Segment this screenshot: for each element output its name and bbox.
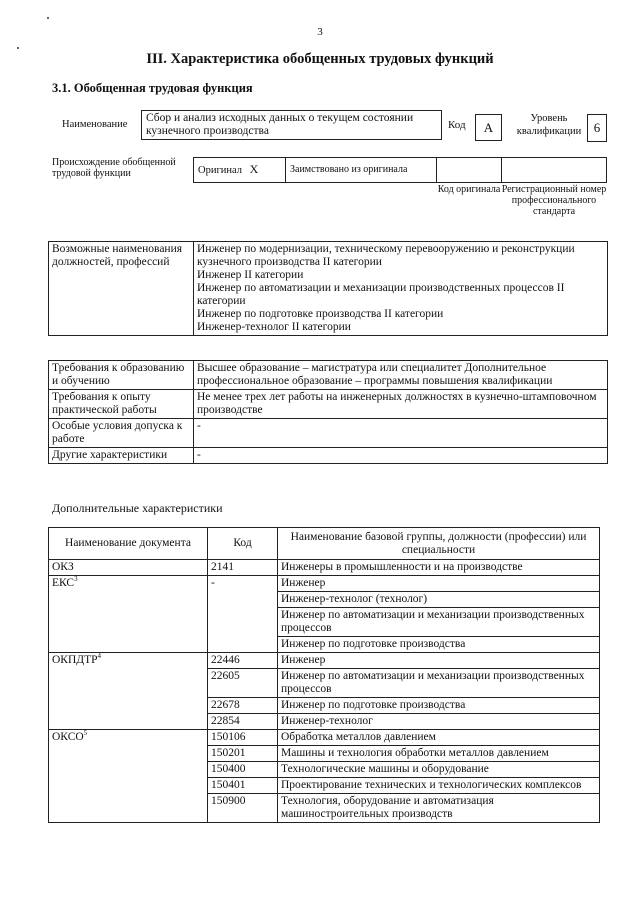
- function-name: Сбор и анализ исходных данных о текущем состоянии кузнечного производства: [141, 110, 442, 140]
- requirement-row: [49, 419, 608, 448]
- name-cell: Технология, оборудование и автоматизация машиностроительных производств: [278, 794, 600, 823]
- name-cell: Инженер по автоматизации и механизации производственных процессов: [278, 608, 600, 637]
- code-cell: 150900: [208, 794, 278, 823]
- positions-table: [48, 241, 608, 336]
- name-cell: Проектирование технических и технологических комплексов: [278, 778, 600, 794]
- position-item: Инженер по модернизации, техническому перевооружению и реконструкции кузнечного производства II категории: [197, 243, 575, 268]
- code-cell: 22605: [208, 669, 278, 698]
- original-code-cell: [436, 157, 502, 183]
- table-row: [49, 730, 600, 746]
- position-item: Инженер-технолог II категории: [197, 321, 351, 333]
- code-cell: 150201: [208, 746, 278, 762]
- requirement-row: [49, 448, 608, 464]
- requirement-value: Высшее образование – магистратура или специалитет Дополнительное профессиональное образование – программы повышения квалификации: [194, 361, 608, 390]
- requirement-row: [49, 390, 608, 419]
- code-cell: 22446: [208, 653, 278, 669]
- code-cell: 150106: [208, 730, 278, 746]
- additional-header-row: [49, 528, 600, 560]
- name-cell: Инженеры в промышленности и на производстве: [278, 560, 600, 576]
- borrowed-cell: Заимствовано из оригинала: [285, 157, 437, 183]
- position-item: Инженер по автоматизации и механизации производственных процессов II категории: [197, 282, 565, 307]
- position-item: Инженер II категории: [197, 269, 304, 281]
- requirement-label: Другие характеристики: [49, 448, 194, 464]
- requirement-label: Требования к образованию и обучению: [49, 361, 194, 390]
- scan-speck: [17, 47, 19, 49]
- requirement-row: [49, 361, 608, 390]
- level-label: Уровень квалификации: [516, 113, 582, 137]
- reg-caption: Регистрационный номер профессионального стандарта: [501, 184, 607, 217]
- requirements-table: [48, 360, 608, 464]
- footnote-mark: 4: [97, 652, 102, 661]
- requirement-value: Не менее трех лет работы на инженерных должностях в кузнечно-штамповочном производстве: [194, 390, 608, 419]
- position-item: Инженер по подготовке производства II категории: [197, 308, 444, 320]
- code-cell: 2141: [208, 560, 278, 576]
- original-cell: [193, 157, 286, 183]
- positions-label: Возможные наименования должностей, профессий: [49, 242, 194, 336]
- code-label: Код: [448, 119, 466, 131]
- document-cell: [49, 576, 208, 653]
- scan-speck: [47, 17, 49, 19]
- subsection-title: 3.1. Обобщенная трудовая функция: [52, 81, 253, 95]
- code-cell: 22678: [208, 698, 278, 714]
- code-cell: -: [208, 576, 278, 653]
- requirement-value: -: [194, 419, 608, 448]
- origin-label: Происхождение обобщенной трудовой функции: [52, 157, 176, 179]
- name-cell: Технологические машины и оборудование: [278, 762, 600, 778]
- document-cell: [49, 730, 208, 823]
- name-cell: Инженер по подготовке производства: [278, 637, 600, 653]
- name-cell: Машины и технология обработки металлов давлением: [278, 746, 600, 762]
- name-cell: Обработка металлов давлением: [278, 730, 600, 746]
- code-value: А: [475, 114, 502, 141]
- header-document: Наименование документа: [49, 528, 208, 560]
- header-name: Наименование базовой группы, должности (профессии) или специальности: [278, 528, 600, 560]
- document-name: ОКЗ: [52, 561, 74, 573]
- footnote-mark: 3: [74, 575, 78, 584]
- additional-table: [48, 527, 600, 823]
- requirement-value: -: [194, 448, 608, 464]
- name-label: Наименование: [62, 119, 128, 130]
- document-name: ЕКС: [52, 577, 75, 589]
- code-caption: Код оригинала: [437, 184, 501, 195]
- document-name: ОКСО: [52, 731, 84, 743]
- section-title: III. Характеристика обобщенных трудовых функций: [146, 51, 494, 67]
- code-cell: 150400: [208, 762, 278, 778]
- code-cell: 150401: [208, 778, 278, 794]
- footnote-mark: 5: [83, 729, 88, 738]
- name-cell: Инженер по автоматизации и механизации производственных процессов: [278, 669, 600, 698]
- reg-number-cell: [501, 157, 607, 183]
- requirement-label: Особые условия допуска к работе: [49, 419, 194, 448]
- name-cell: Инженер: [278, 653, 600, 669]
- document-cell: [49, 560, 208, 576]
- name-cell: Инженер: [278, 576, 600, 592]
- positions-list: [194, 242, 608, 336]
- table-row: [49, 653, 600, 669]
- additional-title: Дополнительные характеристики: [52, 501, 223, 515]
- page-number: 3: [317, 26, 323, 38]
- code-cell: 22854: [208, 714, 278, 730]
- original-label: Оригинал: [198, 165, 242, 176]
- table-row: [49, 576, 600, 592]
- name-cell: Инженер-технолог: [278, 714, 600, 730]
- table-row: [49, 560, 600, 576]
- requirement-label: Требования к опыту практической работы: [49, 390, 194, 419]
- document-name: ОКПДТР: [52, 654, 98, 666]
- level-value: 6: [587, 114, 607, 142]
- document-cell: [49, 653, 208, 730]
- original-mark: Х: [249, 162, 259, 176]
- name-cell: Инженер по подготовке производства: [278, 698, 600, 714]
- name-cell: Инженер-технолог (технолог): [278, 592, 600, 608]
- header-code: Код: [208, 528, 278, 560]
